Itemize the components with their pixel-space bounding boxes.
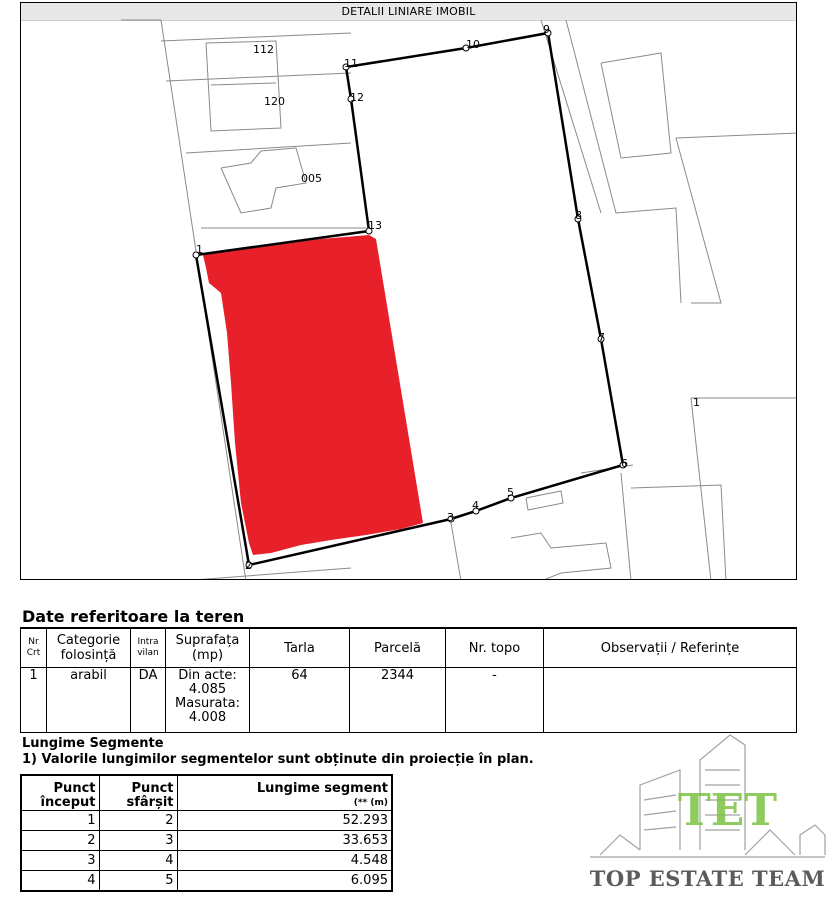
map-panel xyxy=(20,2,797,580)
neighbor-label-005: 005 xyxy=(301,172,322,185)
logo-letters: TET xyxy=(678,785,778,836)
neighbor-label-112: 112 xyxy=(253,43,274,56)
highlighted-parcel-area xyxy=(203,235,423,555)
cell-categorie: arabil xyxy=(47,668,131,733)
logo-text: TOP ESTATE TEAM xyxy=(589,866,826,891)
map-title: DETALII LINIARE IMOBIL xyxy=(21,3,796,21)
header-nr-topo: Nr. topo xyxy=(446,628,544,668)
segment-start: 4 xyxy=(21,871,99,892)
segmente-title: Lungime Segmente xyxy=(22,736,164,751)
point-label-9: 9 xyxy=(543,23,550,36)
segment-length: 33.653 xyxy=(177,831,392,851)
cell-observatii xyxy=(544,668,797,733)
point-label-5: 5 xyxy=(507,486,514,499)
segment-end: 4 xyxy=(99,851,177,871)
table-row xyxy=(21,871,392,892)
cell-tarla: 64 xyxy=(250,668,350,733)
din-acte-value: 4.085 xyxy=(188,682,227,697)
point-label-8: 8 xyxy=(575,209,582,222)
point-label-3: 3 xyxy=(447,511,454,524)
header-lungime-unit: (** (m) xyxy=(353,798,388,808)
point-label-13: 13 xyxy=(368,219,382,232)
segment-end: 3 xyxy=(99,831,177,851)
segmente-note: 1) Valorile lungimilor segmentelor sunt obținute din proiecție în plan. xyxy=(22,752,534,767)
point-label-4: 4 xyxy=(472,499,479,512)
point-label-10: 10 xyxy=(466,38,480,51)
segment-end: 2 xyxy=(99,811,177,831)
point-label-7: 7 xyxy=(598,331,605,344)
header-intravilan: Intra vilan xyxy=(131,628,166,668)
segment-length: 6.095 xyxy=(177,871,392,892)
header-suprafata: Suprafața (mp) xyxy=(166,628,250,668)
segment-start: 3 xyxy=(21,851,99,871)
table-row xyxy=(21,811,392,831)
header-observatii: Observații / Referințe xyxy=(544,628,797,668)
table-row xyxy=(21,831,392,851)
cell-suprafata xyxy=(166,668,250,733)
header-categorie: Categorie folosință xyxy=(47,628,131,668)
segment-start: 2 xyxy=(21,831,99,851)
masurata-label: Masurata: xyxy=(175,696,240,711)
teren-row xyxy=(21,668,797,733)
point-label-1: 1 xyxy=(196,243,203,256)
cell-parcela: 2344 xyxy=(350,668,446,733)
segment-length: 4.548 xyxy=(177,851,392,871)
teren-table xyxy=(20,627,797,733)
point-label-2: 2 xyxy=(245,559,252,572)
segment-end: 5 xyxy=(99,871,177,892)
point-label-12: 12 xyxy=(350,91,364,104)
neighbor-label-1: 1 xyxy=(693,396,700,409)
segment-start: 1 xyxy=(21,811,99,831)
cell-nr-topo: - xyxy=(446,668,544,733)
cell-nr-crt: 1 xyxy=(21,668,47,733)
masurata-value: 4.008 xyxy=(188,710,227,725)
header-tarla: Tarla xyxy=(250,628,350,668)
parcel-map xyxy=(21,3,797,580)
table-row xyxy=(21,851,392,871)
header-parcela: Parcelă xyxy=(350,628,446,668)
header-punct-sfarsit: Punct sfârșit xyxy=(99,775,177,811)
din-acte-label: Din acte: xyxy=(178,668,237,683)
header-lungime-label: Lungime segment xyxy=(256,781,388,796)
segment-length: 52.293 xyxy=(177,811,392,831)
teren-section-title: Date referitoare la teren xyxy=(22,607,245,626)
point-label-6: 6 xyxy=(621,457,628,470)
neighbor-label-120: 120 xyxy=(264,95,285,108)
header-lungime-segment xyxy=(177,775,392,811)
segmente-table xyxy=(20,774,393,892)
header-nr-crt: Nr Crt xyxy=(21,628,47,668)
header-punct-inceput: Punct început xyxy=(21,775,99,811)
cell-intravilan: DA xyxy=(131,668,166,733)
point-label-11: 11 xyxy=(344,57,358,70)
